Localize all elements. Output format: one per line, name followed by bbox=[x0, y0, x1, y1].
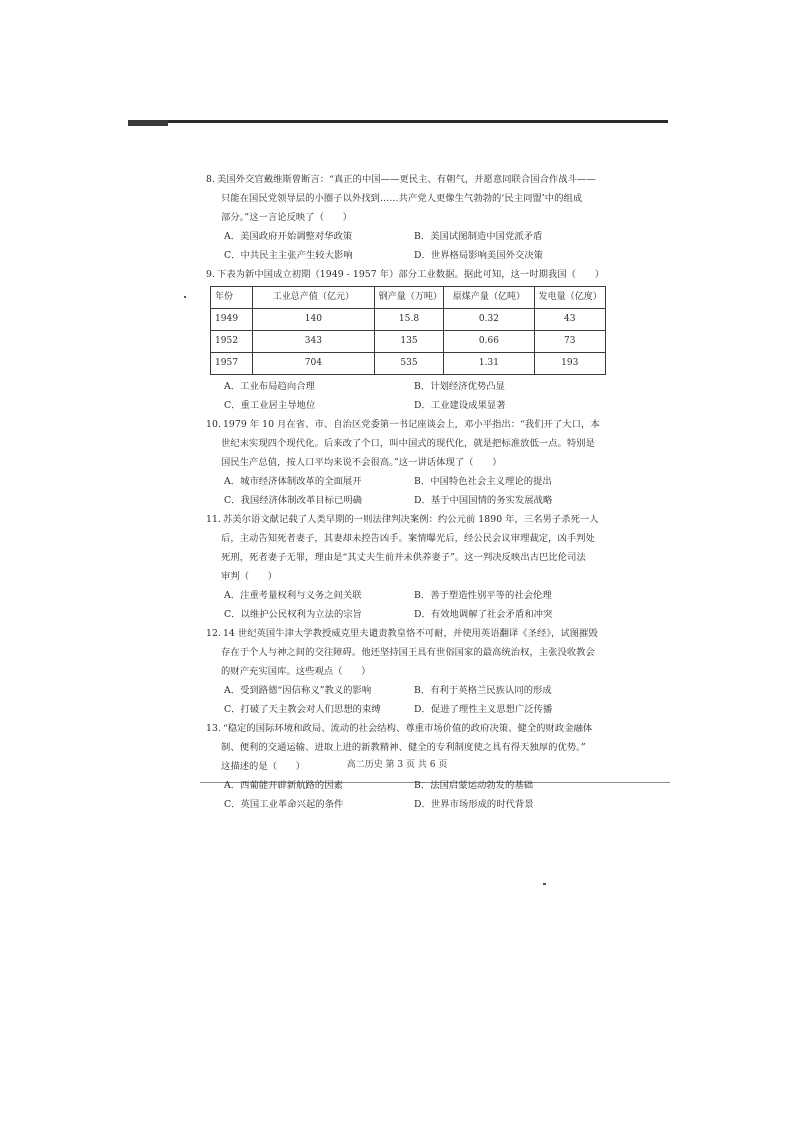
question-number: 10. bbox=[206, 419, 221, 430]
question-text-line: 后，主动告知死者妻子，其妻却未控告凶手。案情曝光后，经公民会议审理裁定，凶手判处 bbox=[221, 533, 595, 544]
question-text-line: “稳定的国际环境和政局、流动的社会结构、尊重市场价值的政府决策、健全的财政金融体 bbox=[222, 723, 593, 734]
table-cell: 1952 bbox=[211, 331, 253, 353]
table-cell: 140 bbox=[253, 309, 374, 331]
option-b: B．美国试图制造中国党派矛盾 bbox=[414, 231, 543, 242]
option-c: C．英国工业革命兴起的条件 bbox=[224, 799, 344, 810]
option-a: A．受到路德“因信称义”教义的影响 bbox=[224, 685, 372, 696]
table-cell: 343 bbox=[253, 331, 374, 353]
table-header-cell: 原煤产量（亿吨） bbox=[444, 287, 534, 309]
table-cell: 0.66 bbox=[444, 331, 534, 353]
scan-speck bbox=[543, 883, 546, 885]
table-cell: 535 bbox=[374, 353, 444, 375]
question-text-line: 死刑，死者妻子无罪，理由是“其丈夫生前并未供养妻子”。这一判决反映出古巴比伦司法 bbox=[221, 552, 586, 563]
question-text-line: 下表为新中国成立初期（1949 - 1957 年）部分工业数据。据此可知，这一时期我国（ ） bbox=[216, 269, 605, 280]
options bbox=[206, 681, 606, 719]
table-cell: 1957 bbox=[211, 353, 253, 375]
table-cell: 0.32 bbox=[444, 309, 534, 331]
option-a: A．西葡能开辟新航路的因素 bbox=[224, 780, 343, 791]
table-header-row bbox=[211, 287, 606, 309]
options bbox=[206, 586, 606, 624]
table-row bbox=[211, 353, 606, 375]
question-9 bbox=[206, 265, 606, 415]
question-text-line: 1979 年 10 月在省、市、自治区党委第一书记座谈会上，邓小平指出：“我们开了大口，本 bbox=[222, 419, 600, 430]
option-b: B．计划经济优势凸显 bbox=[414, 381, 506, 392]
question-8 bbox=[206, 170, 606, 265]
option-a: A．注重考量权利与义务之间关联 bbox=[224, 590, 362, 601]
scan-edge-corner bbox=[128, 120, 168, 126]
table-header-cell: 工业总产值（亿元） bbox=[253, 287, 374, 309]
table-header-cell: 年份 bbox=[211, 287, 253, 309]
question-text-line: 世纪末实现四个现代化。后来改了个口，叫中国式的现代化，就是把标准放低一点。特别是 bbox=[221, 438, 595, 449]
question-text-line: 部分。”这一言论反映了（ ） bbox=[221, 212, 353, 223]
scan-edge-top bbox=[128, 120, 668, 123]
options bbox=[206, 377, 606, 415]
question-text-line: 14 世纪英国牛津大学教授威克里夫谴责教皇恪不可耐，并使用英语翻译《圣经》，试图摧毁 bbox=[222, 628, 598, 639]
option-b: B．善于塑造性别平等的社会伦理 bbox=[414, 590, 552, 601]
question-text-line: 苏美尔语文献记载了人类早期的一则法律判决案例：约公元前 1890 年，三名男子杀死一人 bbox=[222, 514, 599, 525]
option-a: A．城市经济体制改革的全面展开 bbox=[224, 476, 362, 487]
page-footer: 高二历史 第 3 页 共 6 页 bbox=[346, 760, 448, 770]
table-header-cell: 发电量（亿度） bbox=[534, 287, 605, 309]
question-text-line: 审判（ ） bbox=[221, 571, 278, 582]
table-cell: 704 bbox=[253, 353, 374, 375]
options bbox=[206, 776, 606, 814]
option-d: D．基于中国国情的务实发展战略 bbox=[414, 495, 553, 506]
table-cell: 73 bbox=[534, 331, 605, 353]
question-number: 11. bbox=[206, 514, 221, 525]
options bbox=[206, 227, 606, 265]
option-b: B．有利于英格兰民族认同的形成 bbox=[414, 685, 552, 696]
question-10 bbox=[206, 415, 606, 510]
option-a: A．美国政府开始调整对华政策 bbox=[224, 231, 353, 242]
question-text-line: 存在于个人与神之间的交往障碍。他还坚持国王具有世俗国家的最高统治权，主张没收教会 bbox=[221, 647, 595, 658]
table-cell: 193 bbox=[534, 353, 605, 375]
option-d: D．世界市场形成的时代背景 bbox=[414, 799, 534, 810]
option-c: C．我国经济体制改革目标已明确 bbox=[224, 495, 363, 506]
option-b: B．中国特色社会主义理论的提出 bbox=[414, 476, 552, 487]
option-b: B．法国启蒙运动勃发的基础 bbox=[414, 780, 534, 791]
table-cell: 1949 bbox=[211, 309, 253, 331]
question-text-line: 只能在国民党领导层的小圈子以外找到……共产党人更像生气勃勃的‘民主同盟’中的组成 bbox=[221, 193, 583, 204]
industry-data-table bbox=[210, 286, 606, 375]
scan-speck bbox=[184, 296, 186, 298]
option-d: D．有效地调解了社会矛盾和冲突 bbox=[414, 609, 553, 620]
option-d: D．促进了理性主义思想广泛传播 bbox=[414, 704, 553, 715]
options bbox=[206, 472, 606, 510]
table-header-cell: 钢产量（万吨） bbox=[374, 287, 444, 309]
table-cell: 43 bbox=[534, 309, 605, 331]
table-row bbox=[211, 331, 606, 353]
question-page bbox=[206, 170, 606, 814]
table-row bbox=[211, 309, 606, 331]
question-text-line: 这描述的是（ ） bbox=[221, 761, 306, 772]
option-c: C．以维护公民权利为立法的宗旨 bbox=[224, 609, 363, 620]
option-a: A．工业布局趋向合理 bbox=[224, 381, 315, 392]
option-c: C．重工业居主导地位 bbox=[224, 400, 316, 411]
question-11 bbox=[206, 510, 606, 624]
option-d: D．世界格局影响美国外交决策 bbox=[414, 250, 544, 261]
question-text-line: 的财产充实国库。这些观点（ ） bbox=[221, 666, 371, 677]
option-d: D．工业建设成果显著 bbox=[414, 400, 506, 411]
question-number: 9. bbox=[206, 269, 215, 280]
table-cell: 1.31 bbox=[444, 353, 534, 375]
option-c: C．打破了天主教会对人们思想的束缚 bbox=[224, 704, 381, 715]
question-text-line: 美国外交官戴维斯曾断言：“真正的中国——更民主、有朝气，并愿意同联合国合作战斗—— bbox=[216, 174, 596, 185]
question-text-line: 制、便利的交通运输、进取上进的新教精神、健全的专利制度使之具有得天独厚的优势。” bbox=[221, 742, 586, 753]
question-number: 12. bbox=[206, 628, 221, 639]
question-number: 13. bbox=[206, 723, 221, 734]
question-text-line: 国民生产总值，按人口平均来说不会很高。”这一讲话体现了（ ） bbox=[221, 457, 502, 468]
question-12 bbox=[206, 624, 606, 719]
table-cell: 135 bbox=[374, 331, 444, 353]
option-c: C．中共民主主张产生较大影响 bbox=[224, 250, 353, 261]
question-number: 8. bbox=[206, 174, 215, 185]
table-cell: 15.8 bbox=[374, 309, 444, 331]
